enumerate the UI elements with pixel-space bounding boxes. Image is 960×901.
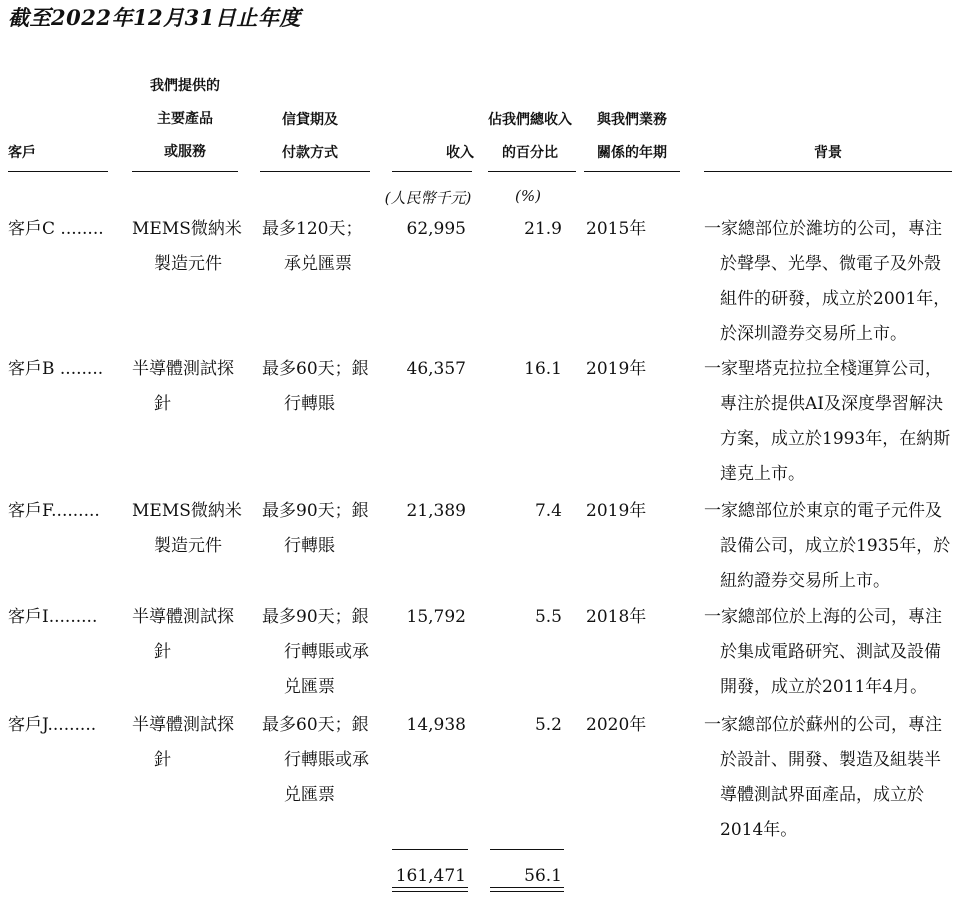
header-pct-line1: 佔我們總收入 — [488, 112, 572, 128]
pct-value: 5.2 — [534, 715, 562, 735]
background-line: 一家總部位於蘇州的公司，專注 — [704, 715, 942, 735]
credit-line: 行轉賬或承 — [284, 642, 369, 662]
pct-value: 5.5 — [534, 607, 562, 627]
background-cell — [704, 494, 954, 599]
header-rule-credit — [260, 171, 370, 172]
customer-name: 客戶B ........ — [8, 359, 104, 379]
credit-line: 承兑匯票 — [284, 254, 352, 274]
total-rule-pct — [490, 849, 564, 850]
product-cell — [132, 708, 256, 778]
header-revenue-label: 收入 — [446, 145, 474, 161]
page-title: 截至2022年12月31日止年度 — [8, 5, 301, 30]
year-value: 2019年 — [586, 501, 647, 521]
revenue-value: 15,792 — [406, 607, 466, 627]
credit-line: 最多90天；銀 — [262, 501, 369, 521]
credit-line: 最多60天；銀 — [262, 715, 369, 735]
background-line: 組件的研發，成立於2001年， — [720, 289, 951, 309]
header-products-line3: 或服務 — [164, 143, 206, 160]
header-revenue — [388, 145, 474, 162]
background-cell — [704, 212, 954, 352]
background-line: 方案，成立於1993年，在納斯 — [720, 429, 951, 449]
header-credit-line1: 信貸期及 — [282, 112, 338, 128]
background-line: 於深圳證券交易所上市。 — [720, 324, 907, 344]
credit-line: 最多60天；銀 — [262, 359, 369, 379]
header-credit-line2: 付款方式 — [282, 144, 338, 161]
total-rule-revenue — [392, 849, 468, 850]
credit-line: 行轉賬 — [284, 536, 335, 556]
credit-line: 最多120天； — [262, 219, 363, 239]
credit-cell — [262, 708, 382, 813]
product-line: 針 — [154, 750, 171, 770]
header-years — [582, 112, 682, 162]
background-line: 於集成電路研究、測試及設備 — [720, 642, 941, 662]
background-line: 紐約證券交易所上市。 — [720, 571, 890, 591]
header-products — [132, 78, 238, 160]
total-revenue: 161,471 — [395, 866, 466, 886]
product-cell — [132, 352, 256, 422]
revenue-value: 14,938 — [406, 715, 466, 735]
product-line: MEMS微納米 — [132, 501, 242, 521]
background-line: 一家總部位於東京的電子元件及 — [704, 501, 942, 521]
total-double-rule-pct-2 — [490, 891, 564, 892]
background-line: 於設計、開發、製造及組裝半 — [720, 750, 941, 770]
header-rule-background — [704, 171, 952, 172]
customer-name: 客戶C ........ — [8, 219, 104, 239]
revenue-value: 46,357 — [406, 359, 466, 379]
background-line: 開發，成立於2011年4月。 — [720, 677, 928, 697]
background-line: 設備公司，成立於1935年，於 — [720, 536, 951, 556]
credit-line: 行轉賬或承 — [284, 750, 369, 770]
header-years-line1: 與我們業務 — [597, 112, 667, 128]
header-pct — [480, 112, 580, 162]
product-cell — [132, 600, 256, 670]
customer-name: 客戶I......... — [8, 607, 98, 627]
credit-line: 行轉賬 — [284, 394, 335, 414]
header-rule-years — [584, 171, 680, 172]
pct-value: 16.1 — [524, 359, 562, 379]
header-background — [704, 145, 952, 162]
background-cell — [704, 600, 954, 705]
header-pct-line2: 的百分比 — [502, 144, 558, 161]
unit-revenue: (人民幣千元) — [384, 189, 472, 207]
product-line: 半導體測試探 — [132, 359, 234, 379]
background-line: 2014年。 — [720, 820, 798, 840]
background-line: 專注於提供AI及深度學習解決 — [720, 394, 943, 414]
product-line: 針 — [154, 394, 171, 414]
header-credit — [260, 112, 360, 162]
year-value: 2015年 — [586, 219, 647, 239]
product-line: MEMS微納米 — [132, 219, 242, 239]
customer-name: 客戶F......... — [8, 501, 100, 521]
product-cell — [132, 494, 256, 564]
total-double-rule-pct-1 — [490, 887, 564, 888]
credit-cell — [262, 352, 382, 422]
product-line: 半導體測試探 — [132, 715, 234, 735]
credit-line: 最多90天；銀 — [262, 607, 369, 627]
background-line: 一家聖塔克拉拉全棧運算公司， — [704, 359, 942, 379]
customer-name: 客戶J......... — [8, 715, 97, 735]
pct-value: 21.9 — [524, 219, 562, 239]
product-line: 半導體測試探 — [132, 607, 234, 627]
total-pct: 56.1 — [524, 866, 562, 886]
credit-cell — [262, 212, 382, 282]
year-value: 2018年 — [586, 607, 647, 627]
unit-pct: (%) — [515, 187, 541, 205]
header-products-line2: 主要產品 — [157, 110, 213, 127]
background-line: 導體測試界面產品，成立於 — [720, 785, 924, 805]
credit-line: 兑匯票 — [284, 785, 335, 805]
pct-value: 7.4 — [534, 501, 562, 521]
revenue-value: 21,389 — [406, 501, 466, 521]
header-rule-revenue — [392, 171, 472, 172]
product-line: 針 — [154, 642, 171, 662]
product-line: 製造元件 — [154, 254, 222, 274]
year-value: 2020年 — [586, 715, 647, 735]
revenue-value: 62,995 — [406, 219, 466, 239]
header-rule-pct — [488, 171, 576, 172]
header-products-line1: 我們提供的 — [150, 78, 220, 94]
credit-cell — [262, 600, 382, 705]
background-cell — [704, 352, 954, 492]
product-line: 製造元件 — [154, 536, 222, 556]
credit-line: 兑匯票 — [284, 677, 335, 697]
header-years-line2: 關係的年期 — [597, 144, 667, 161]
total-double-rule-revenue-2 — [392, 891, 468, 892]
year-value: 2019年 — [586, 359, 647, 379]
product-cell — [132, 212, 256, 282]
header-rule-products — [132, 171, 238, 172]
background-line: 一家總部位於濰坊的公司，專注 — [704, 219, 942, 239]
background-line: 達克上市。 — [720, 464, 805, 484]
background-line: 一家總部位於上海的公司，專注 — [704, 607, 942, 627]
total-double-rule-revenue-1 — [392, 887, 468, 888]
header-background-label: 背景 — [814, 145, 842, 161]
header-customer — [8, 145, 108, 162]
credit-cell — [262, 494, 382, 564]
background-line: 於聲學、光學、微電子及外殼 — [720, 254, 941, 274]
background-cell — [704, 708, 954, 848]
header-rule-customer — [8, 171, 108, 172]
header-customer-label: 客戶 — [8, 145, 36, 161]
